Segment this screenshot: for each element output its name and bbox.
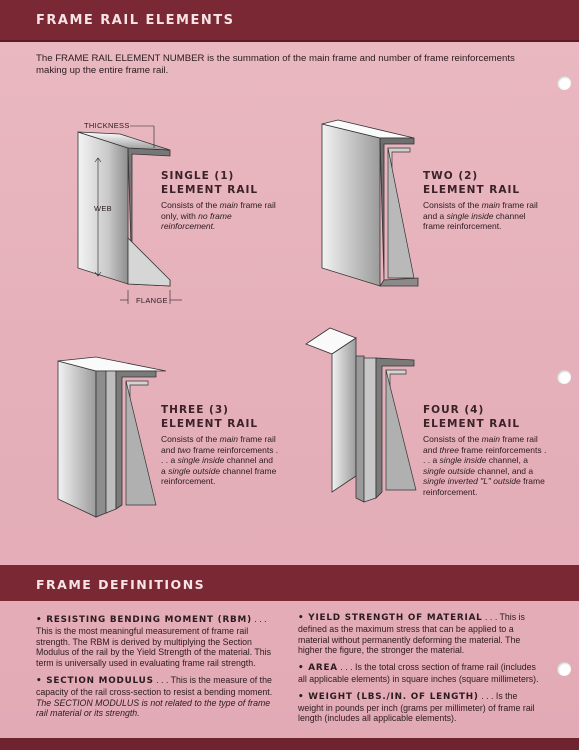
rail-title-single: SINGLE (1) ELEMENT RAIL [161,170,259,196]
three-element-rail-diagram [56,355,176,525]
rail-desc-run: main [219,434,239,444]
rail-desc-run: channel, a [486,455,528,465]
rail-desc-run: two [177,444,191,455]
rail-desc-run: Consists of the [423,434,482,444]
rail-desc-run: frame rail and a [423,200,538,221]
thickness-label: THICKNESS [84,121,130,130]
rail-desc-run: channel, and a [474,465,534,476]
definition-term: • WEIGHT (LBS./IN. OF LENGTH) [298,691,479,702]
definitions-left-column [36,614,280,725]
rail-desc-run: main [219,200,239,210]
rail-desc-run: single outside [168,465,221,476]
definition-body-run: . . . Is the total cross section of frame rail (includes all applicable elements) in square inches (square millimeters). [298,662,539,684]
rail-desc-run: Consists of the [161,434,220,444]
rail-title-four: FOUR (4) ELEMENT RAIL [423,404,521,430]
rail-desc-run: main [481,434,501,444]
flange-label: FLANGE [136,296,168,305]
rail-desc-run: no frame reinforcement. [161,210,232,231]
rail-desc-run: frame rail only, with [161,200,276,221]
rail-desc-four [423,434,549,497]
binder-hole-bottom [557,662,571,676]
rail-desc-run: channel frame reinforcement. [161,465,277,486]
definition-term: • AREA [298,663,338,674]
definition-area [298,662,542,685]
definition-term: • YIELD STRENGTH OF MATERIAL [298,613,483,623]
definitions-right-column [298,612,542,730]
rail-desc-run: single inside [177,455,225,465]
rail-desc-run: single inside [446,210,494,221]
rail-title-two: TWO (2) ELEMENT RAIL [423,170,521,196]
page-title: FRAME RAIL ELEMENTS [36,13,235,28]
definition-body-run: . . . This is the measure of the capacity of the rail cross-section to resist a bending moment. [36,674,273,697]
rail-desc-run: three [439,444,459,455]
four-element-rail-diagram [302,326,427,516]
definition-body-run: . . . This is the most meaningful measurement of frame rail strength. The RBM is derived by multiplying the Section Modulus of the rail by the Yield Strength of the material. This term is universally used in evaluating frame rail strength. [36,614,272,669]
rail-desc-run: Consists of the [423,200,482,210]
rail-desc-run: single inside [439,455,487,465]
definition-term: • RESISTING BENDING MOMENT (RBM) [36,615,252,625]
intro-text: The FRAME RAIL ELEMENT NUMBER is the summation of the main frame and number of frame reinforcements making up the entire frame rail. [36,53,515,76]
definition-term: • SECTION MODULUS [36,675,154,686]
rail-desc-run: frame reinforcement. [423,476,545,497]
web-label: WEB [94,204,112,213]
binder-hole-top [557,76,571,90]
rail-desc-run: main [481,200,501,210]
rail-desc-run: single outside [423,465,475,476]
rail-desc-run: frame rail and [423,434,538,455]
rail-desc-three [161,434,279,487]
rail-desc-run: single inverted "L" outside [423,476,521,486]
definition-section-modulus [36,675,280,719]
rail-desc-run: channel frame reinforcement. [423,210,526,231]
rail-title-three: THREE (3) ELEMENT RAIL [161,404,259,430]
rail-desc-run: frame reinforcements . . . a [423,444,547,465]
rail-desc-single [161,200,281,232]
two-element-rail-diagram [318,118,428,298]
bottom-strip [0,738,579,750]
definition-rbm [36,614,280,669]
definition-yield-strength [298,612,542,656]
header-bar [0,0,579,42]
definition-body-run: The SECTION MODULUS is not related to the type of frame rail material or its strength. [36,697,271,719]
definition-body-run: . . . Is the weight in pounds per inch (grams per millimeter) of frame rail length (includes all applicable elements). [298,690,535,724]
definition-body-run: . . . This is defined as the maximum stress that can be applied to a material without permanently deforming the material. The higher the figure, the stronger the material. [298,612,525,656]
rail-desc-two [423,200,545,232]
rail-desc-run: Consists of the [161,200,220,210]
definition-weight [298,691,542,724]
rail-desc-run: channel and a [161,455,274,476]
rail-desc-run: frame reinforcements . . . a [161,444,279,465]
rail-desc-run: frame rail and [161,434,276,455]
definitions-header-bar [0,565,579,601]
binder-hole-middle [557,370,571,384]
definitions-title: FRAME DEFINITIONS [36,577,206,592]
